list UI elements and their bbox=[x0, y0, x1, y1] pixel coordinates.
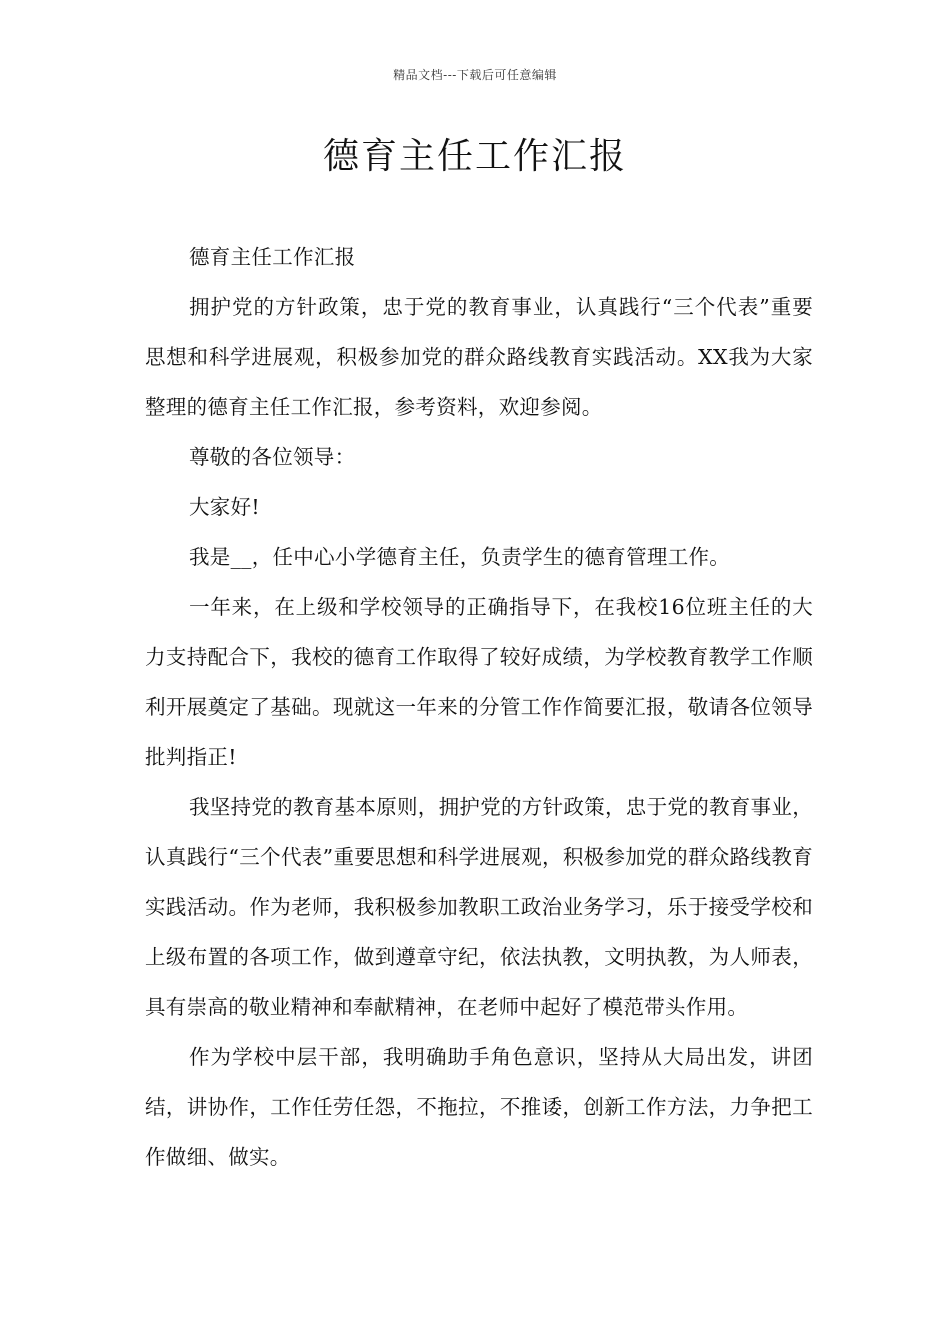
paragraph-middle-management: 作为学校中层干部，我明确助手角色意识，坚持从大局出发，讲团结，讲协作，工作任劳任怨，不拖拉，不推诿，创新工作方法，力争把工作做细、做实。 bbox=[145, 1045, 813, 1169]
paragraph-principles: 我坚持党的教育基本原则，拥护党的方针政策，忠于党的教育事业，认真践行“三个代表”重要思想和科学进展观，积极参加党的群众路线教育实践活动。作为老师，我积极参加教职工政治业务学习，乐于接受学校和上级布置的各项工作，做到遵章守纪，依法执教，文明执教，为人师表，具有崇高的敬业精神和奉献精神，在老师中起好了模范带头作用。 bbox=[145, 795, 813, 1019]
paragraph-subtitle: 德育主任工作汇报 bbox=[189, 245, 356, 269]
header-note: 精品文档---下载后可任意编辑 bbox=[393, 68, 557, 82]
paragraph-salutation: 尊敬的各位领导： bbox=[189, 445, 356, 469]
paragraph-self-introduction: 我是__，任中心小学德育主任，负责学生的德育管理工作。 bbox=[189, 545, 731, 569]
paragraph-year-summary: 一年来，在上级和学校领导的正确指导下，在我校16位班主任的大力支持配合下，我校的德育工作取得了较好成绩，为学校教育教学工作顺利开展奠定了基础。现就这一年来的分管工作作简要汇报，敬请各位领导批判指正! bbox=[145, 595, 813, 769]
document-body bbox=[145, 232, 813, 1182]
document-title: 德育主任工作汇报 bbox=[322, 136, 627, 177]
paragraph-greeting: 大家好! bbox=[189, 495, 260, 519]
paragraph-intro: 拥护党的方针政策，忠于党的教育事业，认真践行“三个代表”重要思想和科学进展观，积极参加党的群众路线教育实践活动。XX我为大家整理的德育主任工作汇报，参考资料，欢迎参阅。 bbox=[145, 295, 813, 419]
